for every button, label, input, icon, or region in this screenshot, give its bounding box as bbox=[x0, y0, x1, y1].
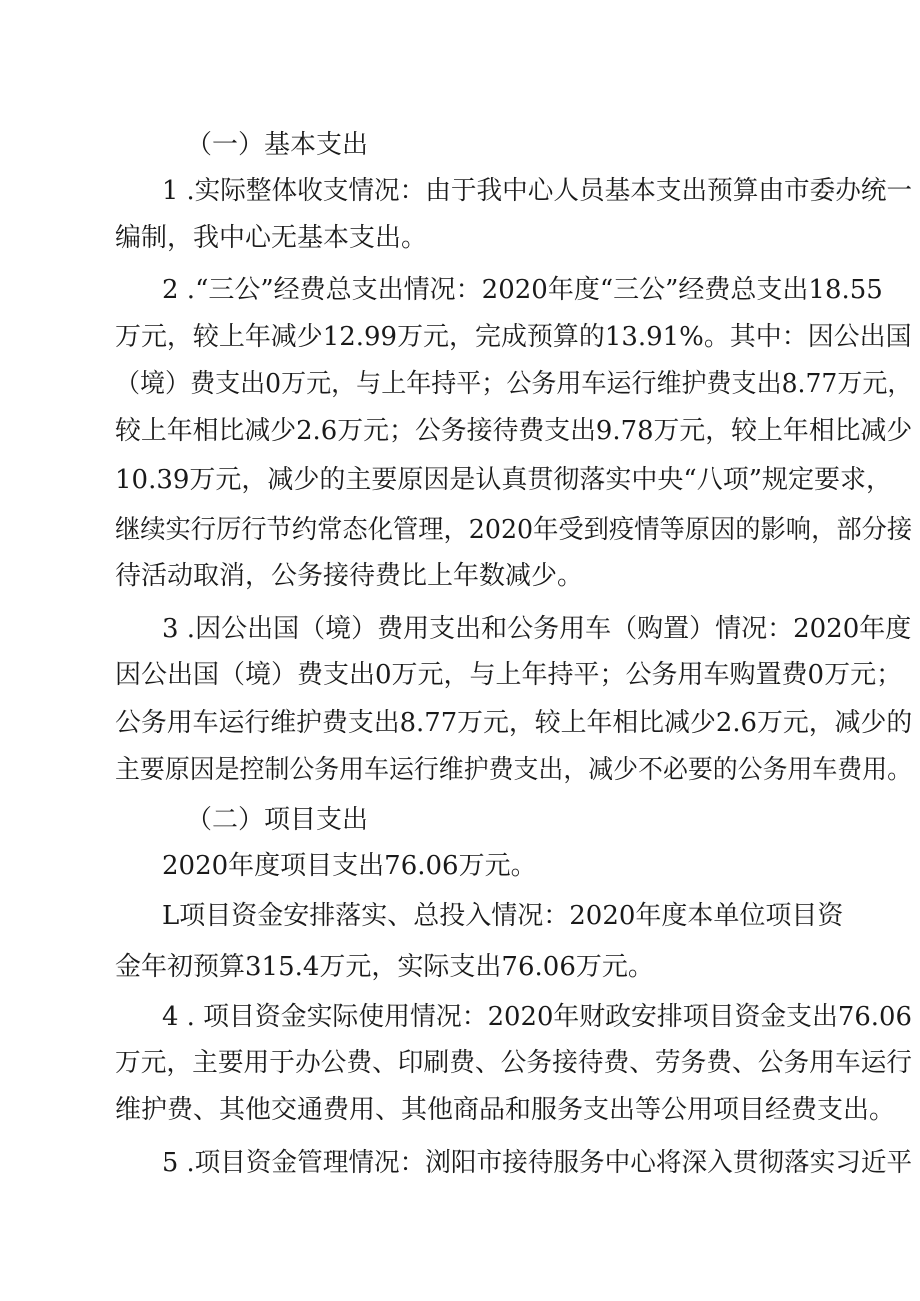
paragraph-2-line-7: 待活动取消，公务接待费比上年数减少。 bbox=[115, 561, 584, 591]
section-heading-basic-expenditure: （一）基本支出 bbox=[186, 130, 369, 160]
paragraph-6-line-1: 4 . 项目资金实际使用情况：2020年财政安排项目资金支出76.06 bbox=[162, 1002, 912, 1032]
paragraph-1-line-1: 1 .实际整体收支情况：由于我中心人员基本支出预算由市委办统一 bbox=[162, 176, 913, 206]
paragraph-4-line-1: 2020年度项目支出76.06万元。 bbox=[162, 851, 537, 881]
paragraph-2-line-4: 较上年相比减少2.6万元；公务接待费支出9.78万元，较上年相比减少 bbox=[115, 416, 913, 446]
paragraph-2-line-3: （境）费支出0万元，与上年持平；公务用车运行维护费支出8.77万元， bbox=[115, 369, 913, 399]
paragraph-2-line-6: 继续实行厉行节约常态化管理，2020年受到疫情等原因的影响，部分接 bbox=[115, 515, 913, 545]
paragraph-3-line-2: 因公出国（境）费支出0万元，与上年持平；公务用车购置费0万元； bbox=[115, 660, 903, 690]
paragraph-5-line-1: L项目资金安排落实、总投入情况：2020年度本单位项目资 bbox=[162, 901, 844, 931]
paragraph-5-line-2: 金年初预算315.4万元，实际支出76.06万元。 bbox=[115, 952, 654, 982]
section-heading-project-expenditure: （二）项目支出 bbox=[186, 805, 369, 835]
paragraph-6-line-3: 维护费、其他交通费用、其他商品和服务支出等公用项目经费支出。 bbox=[115, 1095, 896, 1125]
paragraph-2-line-5: 10.39万元，减少的主要原因是认真贯彻落实中央“八项”规定要求， bbox=[115, 465, 893, 495]
paragraph-3-line-3: 公务用车运行维护费支出8.77万元，较上年相比减少2.6万元，减少的 bbox=[115, 708, 913, 738]
paragraph-2-line-2: 万元，较上年减少12.99万元，完成预算的13.91%。其中：因公出国 bbox=[115, 322, 912, 352]
paragraph-3-line-1: 3 .因公出国（境）费用支出和公务用车（购置）情况：2020年度 bbox=[162, 614, 912, 644]
paragraph-3-line-4: 主要原因是控制公务用车运行维护费支出，减少不必要的公务用车费用。 bbox=[115, 755, 913, 785]
paragraph-6-line-2: 万元，主要用于办公费、印刷费、公务接待费、劳务费、公务用车运行 bbox=[115, 1048, 913, 1078]
paragraph-1-line-2: 编制，我中心无基本支出。 bbox=[115, 223, 428, 253]
paragraph-2-line-1: 2 .“三公”经费总支出情况：2020年度“三公”经费总支出18.55 bbox=[162, 275, 883, 305]
paragraph-7-line-1: 5 .项目资金管理情况：浏阳市接待服务中心将深入贯彻落实习近平 bbox=[162, 1148, 913, 1178]
